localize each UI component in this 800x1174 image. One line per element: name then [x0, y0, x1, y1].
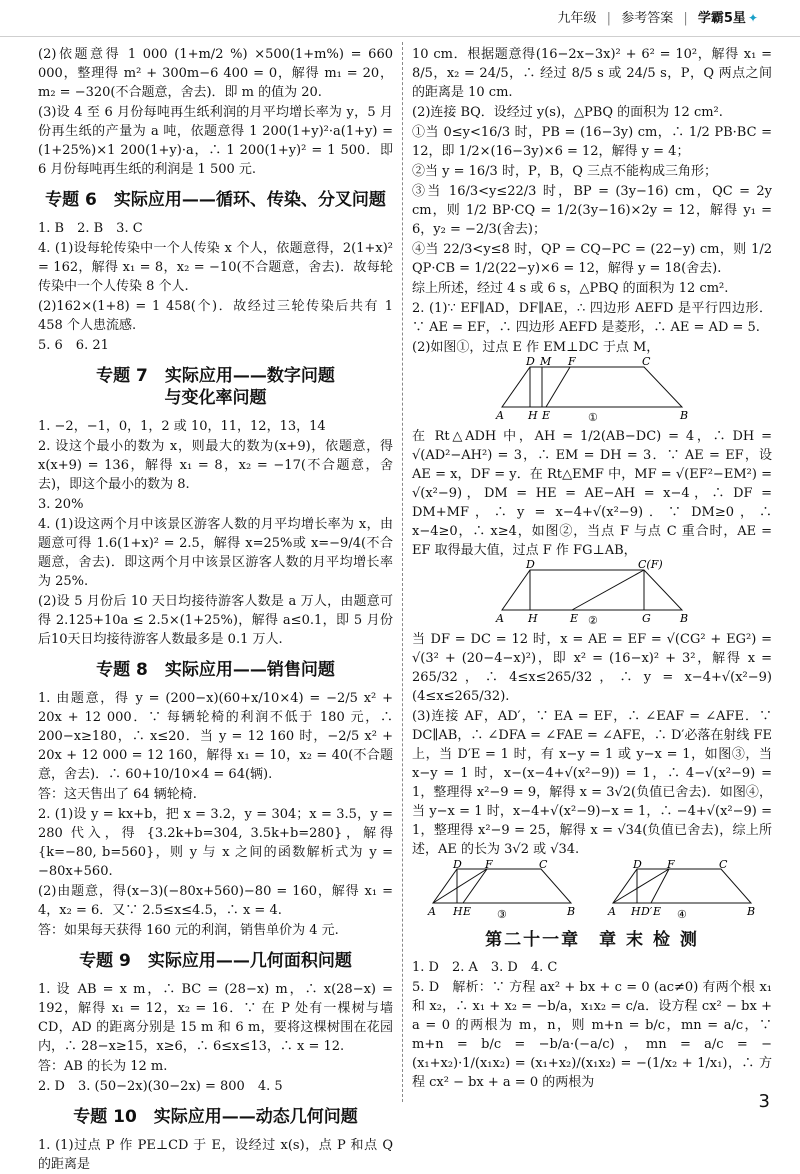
answer-paragraph: (3)连接 AF，AD′，∵ EA = EF，∴ ∠EAF = ∠AFE．∵ DC∥AB，∴ ∠DFA = ∠FAE = ∠AFE，∴ D′必落在射线 FE 上，当 D′E = 1 时，有 x−y = 1 或 y−x = 1，如图③，当 x−y = 1 时，x−(x−4+√(x²−9)) = 1，∴ 4−√(x²−9) = 1，整理得 x²−9 = 9，解得 x = 3√2(负值已舍去)．如图④，当 y−x = 1 时，x−4+√(x²−9)−x = 1，∴ −4+√(x²−9) = 1，整理得 x²−9 = 25，解得 x = √34(负值已舍去)，综上所述，AE 的长为 3√2 或 √34. — [412, 709, 772, 857]
svg-text:A: A — [496, 409, 504, 422]
svg-text:D: D — [526, 558, 535, 571]
answer-paragraph: ③当 16/3<y≤22/3 时，BP = (3y−16) cm，QC = 2y cm，则 1/2 BP·CQ = 1/2(3y−16)×2y = 12，解得 y₁ = 6，y₂ = −2/3(舍去)； — [412, 184, 772, 237]
figure-4-label: ④ — [677, 908, 687, 921]
answer-line: 2. D 3. (50−2x)(30−2x) = 800 4. 5 — [38, 1079, 283, 1094]
svg-text:C: C — [539, 858, 548, 871]
svg-text:B: B — [680, 409, 689, 422]
answer-line: 3. 20% — [38, 497, 84, 512]
answer-paragraph: 在 Rt△ADH 中，AH = 1/2(AB−DC) = 4，∴ DH = √(AD²−AH²) = 3，∴ EM = DH = 3．∵ AE = EF，设 AE = x，DF = y．在 Rt△EMF 中，MF = √(EF²−EM²) = √(x²−9)，DM = HE = AE−AH = x−4，∴ DF = DM+MF，∴ y = x−4+√(x²−9)．∵ DM≥0，∴ x−4≥0，∴ x≥4，如图②，当点 F 与点 C 重合时，AE = EF 取得最大值，过点 F 作 FG⊥AB， — [412, 429, 772, 558]
svg-text:B: B — [747, 905, 756, 918]
answer-line: ②当 y = 16/3 时，P，B，Q 三点不能构成三角形； — [412, 164, 718, 179]
svg-text:B: B — [567, 905, 576, 918]
answer-line: 综上所述，经过 4 s 或 6 s，△PBQ 的面积为 12 cm². — [412, 281, 729, 296]
section-label: 参考答案 — [621, 11, 674, 26]
svg-text:E: E — [653, 905, 662, 918]
svg-text:A: A — [428, 905, 436, 918]
svg-text:F: F — [568, 355, 576, 368]
svg-text:B: B — [680, 612, 689, 625]
section-title-6: 专题 6 实际应用——循环、传染、分叉问题 — [45, 190, 386, 210]
answer-paragraph: (2)162×(1+8) = 1 458(个)．故经过三轮传染后共有 1 458 个人患流感. — [38, 299, 393, 333]
answer-paragraph: (3)设 4 至 6 月份每吨再生纸利润的月平均增长率为 y，5 月份再生纸的产量为 a 吨，依题意得 1 200(1+y)²·a(1+y) = (1+25%)×1 200(1+y)·a，∴ 1 200(1+y)² = 1 500．即 6 月份每吨再生纸的利润是 1 500 元. — [38, 105, 393, 177]
answer-paragraph: 1. 由题意，得 y = (200−x)(60+x/10×4) = −2/5 x² + 20x + 12 000．∵ 每辆轮椅的利润不低于 180 元，∴ 200−x≥180，∴ x≤20．当 y = 12 160 时，−2/5 x² + 20x + 12 000 = 12 160，解得 x₁ = 10，x₂ = 40(不合题意，舍去)．∴ 60+10/10×4 = 64(辆). — [38, 691, 393, 782]
figure-1-label: ① — [588, 411, 598, 424]
header-info: 九年级 | 参考答案 | 学霸5星 ✦ — [557, 11, 758, 26]
answer-line: 1. D 2. A 3. D 4. C — [412, 960, 558, 975]
answer-line: (2)如图①，过点 E 作 EM⊥DC 于点 M， — [412, 340, 660, 355]
answer-paragraph: 2. 设这个最小的数为 x，则最大的数为(x+9)，依题意，得x(x+9) = 136，解得 x₁ = 8，x₂ = −17(不合题意，舍去)，即这个最小的数为 8. — [38, 439, 393, 492]
section-title-9: 专题 9 实际应用——几何面积问题 — [79, 951, 352, 971]
answer-paragraph: 2. (1)∵ EF∥AD，DF∥AE，∴ 四边形 AEFD 是平行四边形．∵ AE = EF，∴ 四边形 AEFD 是菱形，∴ AE = AD = 5. — [412, 301, 772, 335]
answer-paragraph: (2)依题意得 1 000 (1+m/2 %) ×500(1+m%) = 660 000，整理得 m² + 300m−6 400 = 0，解得 m₁ = 20，m₂ = −320(不合题意，舍去)．即 m 的值为 20. — [38, 47, 393, 100]
answer-line: 答：这天售出了 64 辆轮椅. — [38, 787, 197, 802]
svg-text:F: F — [485, 858, 493, 871]
trapezoid-figure-4 — [607, 858, 757, 921]
svg-text:H: H — [528, 409, 538, 422]
figure-3-label: ③ — [497, 908, 507, 921]
svg-text:D: D — [453, 858, 462, 871]
svg-text:C(F): C(F) — [638, 558, 663, 571]
answer-line: 1. −2，−1，0，1，2 或 10，11，12，13，14 — [38, 419, 326, 434]
right-column — [412, 45, 772, 1095]
section-title-7 — [38, 365, 393, 409]
answer-paragraph: 2. (1)设 y = kx+b，把 x = 3.2，y = 304；x = 3.5，y = 280 代入，得 {3.2k+b=304, 3.5k+b=280}，解得 {k=−80, b=560}，则 y 与 x 之间的函数解析式为 y = −80x+560. — [38, 807, 393, 879]
svg-text:C: C — [642, 355, 651, 368]
answer-paragraph: ④当 22/3<y≤8 时，QP = CQ−PC = (22−y) cm，则 1/2 QP·CB = 1/2(22−y)×6 = 12，解得 y = 18(舍去). — [412, 242, 772, 276]
answer-line: 1. B 2. B 3. C — [38, 221, 143, 236]
svg-text:E: E — [542, 409, 551, 422]
svg-text:H: H — [631, 905, 641, 918]
section-title-8: 专题 8 实际应用——销售问题 — [96, 660, 335, 680]
svg-text:A: A — [608, 905, 616, 918]
answer-paragraph: 4. (1)设这两个月中该景区游客人数的月平均增长率为 x，由题意可得 1.6(1+x)² = 2.5，解得 x=25%或 x=−9/4(不合题意，舍去)．即这两个月中该景区游客人数的月平均增长率为 25%. — [38, 517, 393, 589]
answer-paragraph: 5. D 解析：∵ 方程 ax² + bx + c = 0 (ac≠0) 有两个根 x₁ 和 x₂，∴ x₁ + x₂ = −b/a，x₁x₂ = c/a．设方程 cx² − bx + a = 0 的两根为 m，n，则 m+n = b/c，mn = a/c，∵ m+n = b/c = −b/a·(−a/c)，mn = a/c = −(x₁+x₂)·1/(x₁x₂) = (x₁+x₂)/(x₁x₂) = −(1/x₂ + 1/x₁)，∴ 方程 cx² − bx + a = 0 的两根为 — [412, 980, 772, 1090]
svg-text:D′: D′ — [641, 905, 653, 918]
answer-paragraph: 1. 设 AB = x m，∴ BC = (28−x) m，∴ x(28−x) = 192，解得 x₁ = 12，x₂ = 16．∵ 在 P 处有一棵树与墙 CD，AD 的距离分别是 15 m 和 6 m，要将这棵树围在花园内，∴ 28−x≥15，x≥6，∴ 6≤x≤13，∴ x = 12. — [38, 982, 393, 1054]
section-title-7-line1: 专题 7 实际应用——数字问题 — [96, 366, 335, 386]
svg-text:G: G — [642, 612, 651, 625]
page-header — [0, 0, 800, 37]
trapezoid-figure-3 — [427, 858, 577, 921]
svg-text:E: E — [570, 612, 579, 625]
answer-line: 答：如果每天获得 160 元的利润，销售单价为 4 元. — [38, 923, 339, 938]
brand-label: 学霸5星 — [697, 11, 746, 26]
svg-text:M: M — [540, 355, 552, 368]
svg-text:H: H — [453, 905, 463, 918]
left-column — [38, 45, 393, 1172]
grade-label: 九年级 — [557, 11, 597, 26]
figure-2-label: ② — [588, 614, 598, 627]
column-divider — [402, 42, 403, 1102]
answer-paragraph: 1. (1)过点 P 作 PE⊥CD 于 E，设经过 x(s)，点 P 和点 Q 的距离是 — [38, 1138, 393, 1172]
answer-paragraph: (2)设 5 月份后 10 天日均接待游客人数是 a 万人，由题意可得 2.125+10a ≤ 2.5×(1+25%)，解得 a≤0.1，即 5 月份后10天日均接待游客人数最多是 0.1 万人. — [38, 594, 393, 647]
answer-paragraph: (2)由题意，得(x−3)(−80x+560)−80 = 160，解得 x₁ = 4，x₂ = 6．又∵ 2.5≤x≤4.5，∴ x = 4. — [38, 884, 393, 918]
trapezoid-figure-1 — [492, 355, 692, 424]
answer-line: 答：AB 的长为 12 m. — [38, 1059, 168, 1074]
figures-3-4 — [412, 858, 772, 921]
answer-paragraph: 当 DF = DC = 12 时，x = AE = EF = √(CG² + EG²) = √(3² + (20−4−x)²)，即 x² = (16−x)² + 3²，解得 x = 265/32，∴ 4≤x≤265/32，∴ y = x−4+√(x²−9) (4≤x≤265/32). — [412, 632, 772, 704]
trapezoid-figure-2 — [492, 558, 692, 627]
svg-text:H: H — [528, 612, 538, 625]
star-icon: ✦ — [747, 11, 758, 25]
svg-text:C: C — [719, 858, 728, 871]
answer-line: (2)连接 BQ．设经过 y(s)，△PBQ 的面积为 12 cm². — [412, 105, 723, 120]
answer-paragraph: ①当 0≤y<16/3 时，PB = (16−3y) cm，∴ 1/2 PB·BC = 12，即 1/2×(16−3y)×6 = 12，解得 y = 4； — [412, 125, 772, 159]
page-number: 3 — [758, 1091, 770, 1112]
svg-text:E: E — [463, 905, 472, 918]
section-title-7-line2: 与变化率问题 — [164, 388, 267, 408]
answer-paragraph: 4. (1)设每轮传染中一个人传染 x 个人，依题意得，2(1+x)² = 162，解得 x₁ = 8，x₂ = −10(不合题意，舍去)．故每轮传染中一个人传染 8 个人. — [38, 241, 393, 294]
answer-line: 5. 6 6. 21 — [38, 338, 109, 353]
svg-text:A: A — [496, 612, 504, 625]
section-title-10: 专题 10 实际应用——动态几何问题 — [73, 1107, 358, 1127]
svg-text:F: F — [667, 858, 675, 871]
answer-paragraph: 10 cm．根据题意得(16−2x−3x)² + 6² = 10²，解得 x₁ = 8/5，x₂ = 24/5，∴ 经过 8/5 s 或 24/5 s，P，Q 两点之间的距离是 10 cm. — [412, 47, 772, 100]
svg-text:D: D — [526, 355, 535, 368]
svg-text:D: D — [633, 858, 642, 871]
chapter-21-title: 第二十一章 章 末 检 测 — [485, 930, 699, 950]
